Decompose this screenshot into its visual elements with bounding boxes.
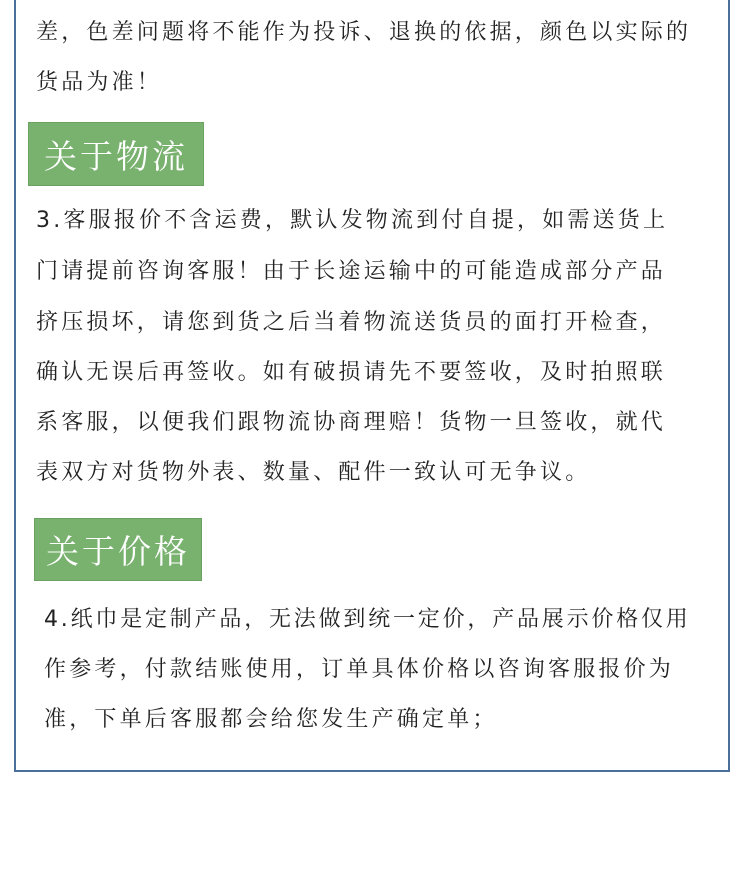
logistics-line-1: 3.客服报价不含运费，默认发物流到付自提，如需送货上 (36, 208, 669, 233)
logistics-line-3: 挤压损坏，请您到货之后当着物流送货员的面打开检查， (36, 310, 667, 335)
section-heading-logistics: 关于物流 (28, 122, 204, 186)
section-heading-price: 关于价格 (34, 518, 202, 581)
price-line-1: 4.纸巾是定制产品，无法做到统一定价，产品展示价格仅用 (44, 607, 691, 632)
logistics-line-2: 门请提前咨询客服！由于长途运输中的可能造成部分产品 (36, 259, 667, 284)
price-line-2: 作参考，付款结账使用，订单具体价格以咨询客服报价为 (44, 657, 675, 682)
logistics-line-5: 系客服，以便我们跟物流协商理赔！货物一旦签收，就代 (36, 410, 667, 435)
price-line-3: 准，下单后客服都会给您发生产确定单； (44, 707, 498, 732)
intro-line-2: 货品为准！ (36, 70, 163, 95)
logistics-line-4: 确认无误后再签收。如有破损请先不要签收，及时拍照联 (36, 360, 667, 385)
logistics-line-6: 表双方对货物外表、数量、配件一致认可无争议。 (36, 460, 591, 485)
intro-line-1: 差，色差问题将不能作为投诉、退换的依据，颜色以实际的 (36, 20, 692, 45)
